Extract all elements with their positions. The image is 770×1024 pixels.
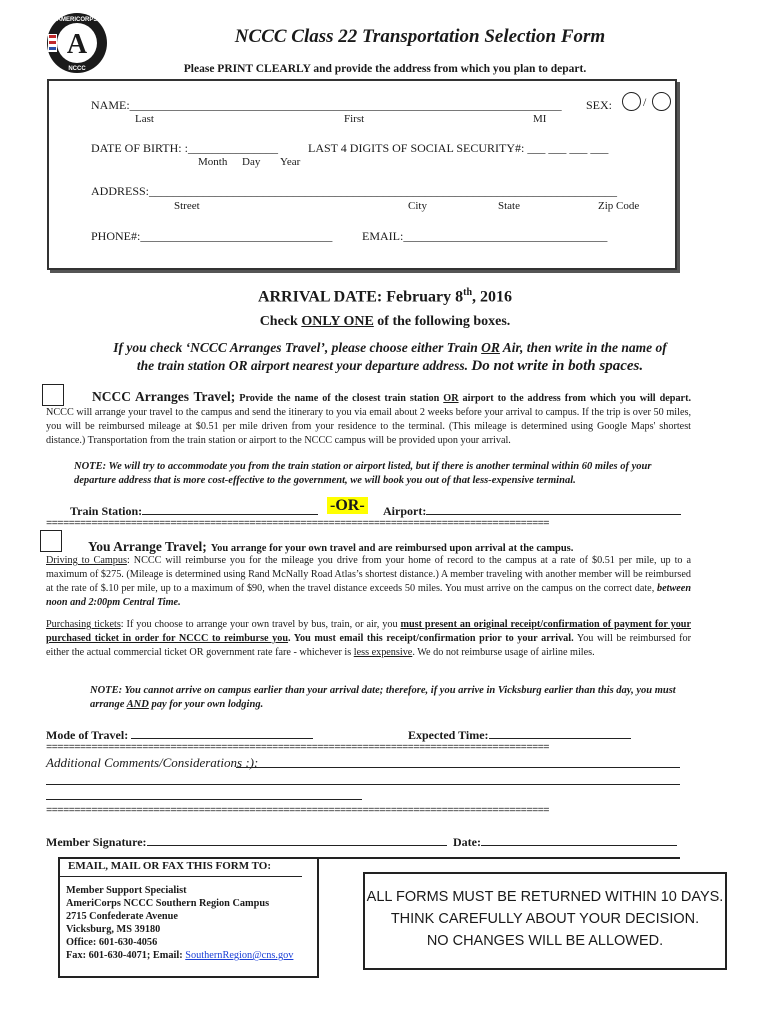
mode-of-travel-field[interactable]: Mode of Travel: xyxy=(46,726,313,743)
train-station-field[interactable]: Train Station: xyxy=(70,502,318,519)
logo-bottom-text: NCCC xyxy=(68,66,86,72)
form-title: NCCC Class 22 Transportation Selection Form xyxy=(234,26,606,47)
name-sub-mi: MI xyxy=(533,113,547,125)
mailing-heading-rule xyxy=(60,876,302,877)
mailing-heading: EMAIL, MAIL OR FAX THIS FORM TO: xyxy=(68,860,272,872)
option2-note: NOTE: You cannot arrive on campus earlier than your arrival date; therefore, if you arrive in Vicksburg earlier than this day, you must arrange AND pay for your own lodging. xyxy=(90,685,676,710)
option1-heading: NCCC Arranges Travel; xyxy=(92,389,236,404)
mailing-address: Member Support Specialist AmeriCorps NCCC Southern Region Campus 2715 Confederate Avenue Vicksburg, MS 39180 Office: 601-630-4056 Fax: 601-630-4071; Email: SouthernRegion@cns.gov xyxy=(66,885,294,961)
comments-line-2[interactable] xyxy=(46,784,680,785)
arrival-date: ARRIVAL DATE: February 8th, 2016 xyxy=(257,287,513,306)
form-subtitle: Please PRINT CLEARLY and provide the address from which you plan to depart. xyxy=(183,63,587,75)
email-link[interactable]: SouthernRegion@cns.gov xyxy=(185,950,294,961)
addr-sub-state: State xyxy=(498,200,520,212)
name-field[interactable]: ________________________________________________________________________ xyxy=(129,98,562,112)
option1-note: NOTE: We will try to accommodate you from the train station or airport listed, but if there is another terminal within 60 miles of your departure address that is more cost-effective to the government, we will book you out of that less-expensive terminal. xyxy=(74,461,652,486)
addr-sub-city: City xyxy=(408,200,427,212)
you-arrange-checkbox[interactable] xyxy=(40,530,62,552)
or-highlight: -OR- xyxy=(327,497,368,515)
addr-sub-zip: Zip Code xyxy=(598,200,640,212)
expected-time-field[interactable]: Expected Time: xyxy=(408,726,631,743)
date-field[interactable]: Date: xyxy=(453,833,677,850)
option1-block: NCCC Arranges Travel; Provide the name of the closest train station OR airport to the address from which you will depart. NCCC will arrange your travel to the campus and send the itinerary to you via email about 2 weeks before your arrival to campus. If the trip is over 50 miles, you will be reimbursed mileage at $0.51 per mile driven from your residence to the terminal. (This mileage is determined using Google Maps' shortest distance.) Transportation from the train station or airport to the NCCC campus will be provided upon your arrival. xyxy=(46,389,692,446)
selection-instruction: If you check ‘NCCC Arranges Travel’, please choose either Train OR Air, then write in the name of the train station OR airport nearest your departure address. Do not write in both spaces. xyxy=(113,340,667,374)
ssn-field[interactable]: LAST 4 DIGITS OF SOCIAL SECURITY#: ___ ___ ___ ___ xyxy=(308,141,609,155)
dob-sub-month: Month xyxy=(198,156,228,168)
divider-1: ========================================================================================= xyxy=(46,518,549,530)
address-field[interactable]: ADDRESS:______________________________________________________________________________ xyxy=(91,184,618,198)
divider-3: ========================================================================================= xyxy=(46,805,549,817)
email-field[interactable]: EMAIL:__________________________________ xyxy=(362,229,608,243)
purchasing-paragraph: Purchasing tickets: If you choose to arrange your own travel by bus, train, or air, you must present an original receipt/confirmation of payment for your purchased ticket in order for NCCC to reimburse you. You must email this receipt/confirmation prior to your arrival. You will be reimbursed for either the actual commercial ticket OR government rate fare - whichever is less expensive. We do not reimburse usage of airline miles. xyxy=(46,619,691,658)
airport-field[interactable]: Airport: xyxy=(383,502,681,519)
comments-label: Additional Comments/Considerations :): xyxy=(46,755,259,770)
driving-paragraph: Driving to Campus: NCCC will reimburse you for the mileage you drive from your home of record to the campus at a rate of $0.51 per mile, up to a maximum of $275. (Mileage is determined using Rand McNally Road Atlas’s shortest distance.) A member traveling with another member will be reimbursed at the rate of $.10 per mile, up to a maximum of $90, when the travel distance exceeds 50 miles. You must arrive on the campus on the correct date, between noon and 2:00pm Central Time. xyxy=(46,555,691,608)
name-label: NAME:________________________________________________________________________ xyxy=(91,98,562,112)
warning-text: ALL FORMS MUST BE RETURNED WITHIN 10 DAYS. THINK CAREFULLY ABOUT YOUR DECISION. NO CHANGES WILL BE ALLOWED. xyxy=(366,889,724,949)
addr-sub-street: Street xyxy=(174,200,200,212)
dob-sub-year: Year xyxy=(280,156,301,168)
sex-option-circle-2[interactable] xyxy=(652,92,671,111)
comments-line-1[interactable] xyxy=(236,767,680,768)
sex-label: SEX: xyxy=(586,98,613,112)
logo-letter: A xyxy=(66,29,88,60)
sex-separator: / xyxy=(643,95,647,109)
dob-sub-day: Day xyxy=(242,156,261,168)
dob-field[interactable]: DATE OF BIRTH: :_______________ xyxy=(91,141,278,155)
divider-2: ========================================================================================= xyxy=(46,742,549,754)
logo-top-text: AMERICORPS xyxy=(56,17,98,23)
comments-line-3[interactable] xyxy=(46,799,362,800)
check-one-instruction: Check ONLY ONE of the following boxes. xyxy=(259,314,511,329)
option2-heading-line: You Arrange Travel; You arrange for your own travel and are reimbursed upon arrival at the campus. xyxy=(88,539,574,554)
name-sub-last: Last xyxy=(135,113,154,125)
member-signature-field[interactable]: Member Signature: xyxy=(46,833,447,850)
phone-field[interactable]: PHONE#:________________________________ xyxy=(91,229,333,243)
name-sub-first: First xyxy=(344,113,365,125)
sex-option-circle-1[interactable] xyxy=(622,92,641,111)
